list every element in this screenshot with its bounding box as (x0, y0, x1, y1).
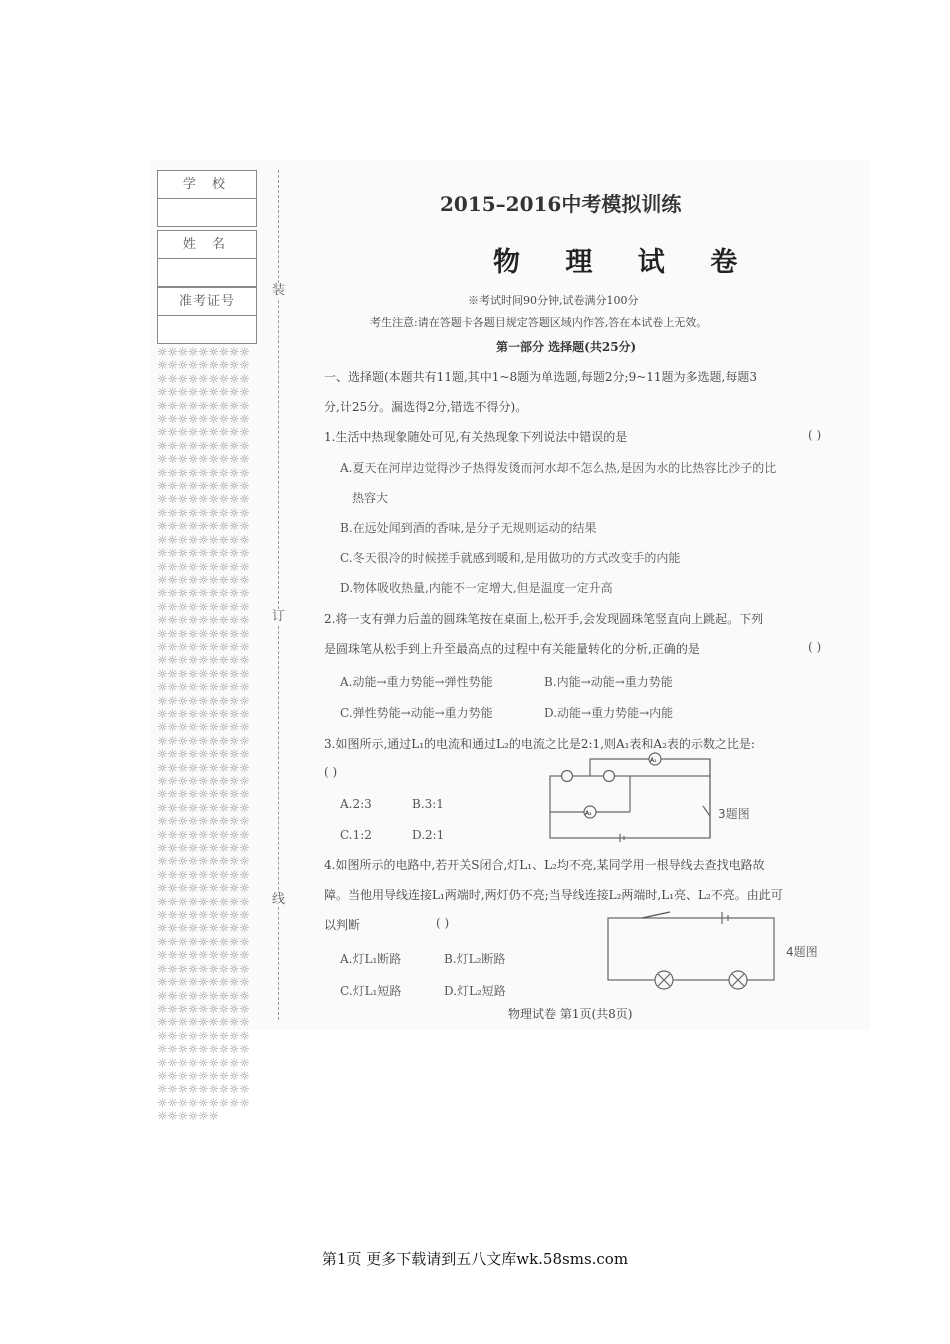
decorative-star-border: ☼☼☼☼☼☼☼☼☼☼☼☼☼☼☼☼☼☼☼☼☼☼☼☼☼☼☼☼☼☼☼☼☼☼☼☼☼☼☼☼☼☼☼☼☼☼☼☼☼☼☼☼☼☼☼☼☼☼☼☼☼☼☼☼☼☼☼☼☼☼☼☼☼☼☼☼☼☼☼☼☼☼☼☼☼☼☼☼☼☼☼☼☼☼☼☼☼☼☼☼☼☼☼☼☼☼☼☼☼☼☼☼☼☼☼☼☼☼☼☼☼☼☼☼☼☼☼☼☼☼☼☼☼☼☼☼☼☼☼☼☼☼☼☼☼☼☼☼☼☼☼☼☼☼☼☼☼☼☼☼☼☼☼☼☼☼☼☼☼☼☼☼☼☼☼☼☼☼☼☼☼☼☼☼☼☼☼☼☼☼☼☼☼☼☼☼☼☼☼☼☼☼☼☼☼☼☼☼☼☼☼☼☼☼☼☼☼☼☼☼☼☼☼☼☼☼☼☼☼☼☼☼☼☼☼☼☼☼☼☼☼☼☼☼☼☼☼☼☼☼☼☼☼☼☼☼☼☼☼☼☼☼☼☼☼☼☼☼☼☼☼☼☼☼☼☼☼☼☼☼☼☼☼☼☼☼☼☼☼☼☼☼☼☼☼☼☼☼☼☼☼☼☼☼☼☼☼☼☼☼☼☼☼☼☼☼☼☼☼☼☼☼☼☼☼☼☼☼☼☼☼☼☼☼☼☼☼☼☼☼☼☼☼☼☼☼☼☼☼☼☼☼☼☼☼☼☼☼☼☼☼☼☼☼☼☼☼☼☼☼☼☼☼☼☼☼☼☼☼☼☼☼☼☼☼☼☼☼☼☼☼☼☼☼☼☼☼☼☼☼☼☼☼☼☼☼☼☼☼☼☼☼☼☼☼☼☼☼☼☼☼☼☼☼☼☼☼☼☼☼☼☼☼☼☼☼☼☼☼☼☼☼☼☼☼☼☼☼☼☼☼☼☼☼☼☼☼☼☼☼☼☼☼☼☼☼☼☼☼☼☼☼☼☼☼☼☼☼☼☼☼☼☼☼☼☼☼☼☼☼☼☼☼☼☼☼☼☼☼☼☼☼☼☼☼☼☼☼☼☼☼☼☼☼☼☼☼☼☼ (157, 345, 250, 1124)
instructions-line-2: 分,计25分。漏选得2分,错选不得分)。 (324, 400, 528, 414)
q3-option-d: D.2:1 (412, 828, 445, 842)
q4-option-b: B.灯L₂断路 (444, 952, 506, 966)
exam-time-note: ※考试时间90分钟,试卷满分100分 (468, 294, 639, 307)
q4-switch-s (642, 912, 670, 918)
school-field (158, 199, 256, 226)
q4-option-a: A.灯L₁断路 (340, 952, 402, 966)
page-title: 物 理 试 卷 (493, 247, 756, 278)
q3-stem: 3.如图所示,通过L₁的电流和通过L₂的电流之比是2:1,则A₁表和A₂表的示数之比是: (324, 737, 755, 751)
q3-meter-a1-label: A₁ (650, 757, 657, 764)
q3-option-b: B.3:1 (412, 797, 444, 811)
cut-mark-zhuang: 装 (272, 283, 286, 298)
q2-option-c: C.弹性势能→动能→重力势能 (340, 706, 493, 720)
q1-option-d: D.物体吸收热量,内能不一定增大,但是温度一定升高 (340, 581, 613, 595)
q1-stem: 1.生活中热现象随处可见,有关热现象下列说法中错误的是 (324, 430, 628, 444)
cut-mark-ding: 订 (272, 609, 286, 624)
q1-option-c: C.冬天很冷的时候搓手就感到暖和,是用做功的方式改变手的内能 (340, 551, 681, 565)
exam-id-field (158, 316, 256, 343)
q2-option-b: B.内能→动能→重力势能 (544, 675, 673, 689)
q2-option-d: D.动能→重力势能→内能 (544, 706, 674, 720)
q4-stem-3: 以判断 (324, 918, 361, 932)
name-box (157, 230, 257, 287)
q2-stem-1: 2.将一支有弹力后盖的圆珠笔按在桌面上,松开手,会发现圆珠笔竖直向上跳起。下列 (324, 612, 764, 626)
q4-option-d: D.灯L₂短路 (444, 984, 506, 998)
instructions-line-1: 一、选择题(本题共有11题,其中1~8题为单选题,每题2分;9~11题为多选题,每题3 (324, 370, 757, 384)
answer-note: 考生注意:请在答题卡各题目规定答题区域内作答,答在本试卷上无效。 (370, 316, 708, 329)
name-label: 姓 名 (158, 231, 256, 259)
q3-option-a: A.2:3 (340, 797, 372, 811)
exam-page-number: 物理试卷 第1页(共8页) (508, 1007, 633, 1021)
cut-mark-xian: 线 (272, 892, 286, 907)
q2-option-a: A.动能→重力势能→弹性势能 (340, 675, 493, 689)
q1-option-b: B.在远处闻到酒的香味,是分子无规则运动的结果 (340, 521, 597, 535)
school-box (157, 170, 257, 227)
q4-circuit-diagram (604, 908, 834, 990)
q3-lamp-l1 (562, 771, 573, 782)
q4-blank: ( ) (436, 916, 450, 930)
q3-figure-label: 3题图 (718, 807, 750, 821)
name-field (158, 259, 256, 286)
section-heading: 第一部分 选择题(共25分) (496, 340, 637, 354)
q4-figure-label: 4题图 (786, 945, 818, 959)
exam-series-title: 2015–2016中考模拟训练 (440, 192, 682, 216)
exam-id-box (157, 287, 257, 344)
q3-meter-a2-label: A₂ (585, 810, 592, 817)
q1-option-a: A.夏天在河岸边觉得沙子热得发烫而河水却不怎么热,是因为水的比热容比沙子的比 (340, 461, 777, 475)
q3-option-c: C.1:2 (340, 828, 372, 842)
q4-stem-2: 障。当他用导线连接L₁两端时,两灯仍不亮;当导线连接L₂两端时,L₁亮、L₂不亮。由此可 (324, 888, 783, 902)
q1-blank: ( ) (808, 428, 822, 442)
q3-circuit-diagram (545, 754, 795, 846)
school-label: 学 校 (158, 171, 256, 199)
q4-option-c: C.灯L₁短路 (340, 984, 402, 998)
document-footer: 第1页 更多下载请到五八文库wk.58sms.com (321, 1250, 629, 1268)
q2-stem-2: 是圆珠笔从松手到上升至最高点的过程中有关能量转化的分析,正确的是 (324, 642, 700, 656)
q4-stem-1: 4.如图所示的电路中,若开关S闭合,灯L₁、L₂均不亮,某同学用一根导线去查找电路故 (324, 858, 765, 872)
q2-blank: ( ) (808, 640, 822, 654)
exam-id-label: 准考证号 (158, 288, 256, 316)
q3-switch (703, 806, 710, 816)
q3-lamp-l2 (604, 771, 615, 782)
q3-blank: ( ) (324, 765, 338, 779)
q4-circuit-wire (608, 918, 774, 980)
q1-option-a-cont: 热容大 (352, 491, 389, 505)
